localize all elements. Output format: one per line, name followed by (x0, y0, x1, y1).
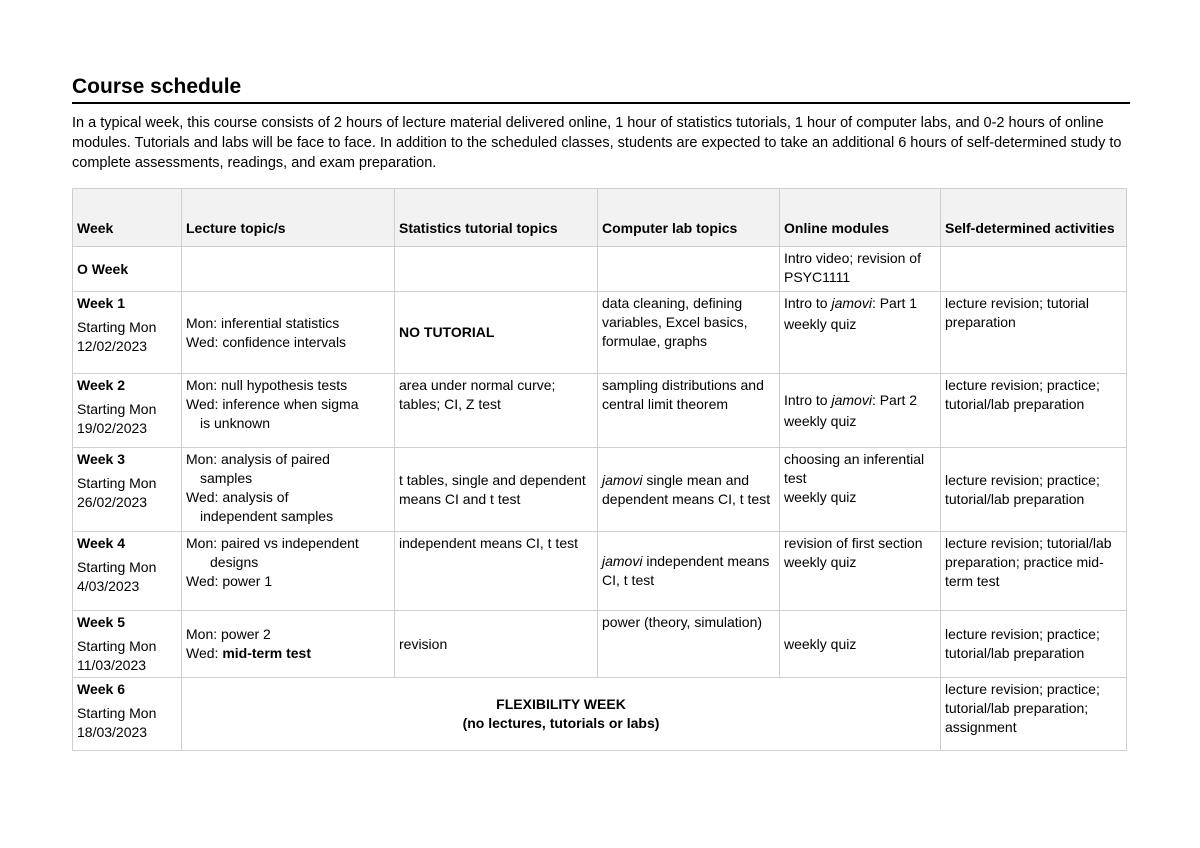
week-label: Week 1 (77, 295, 125, 311)
table-header-row (73, 189, 1127, 247)
table-row (73, 247, 1127, 292)
week-label: Week 6 (77, 681, 125, 697)
lecture-topic: Mon: null hypothesis tests (186, 377, 348, 393)
lecture-topic: is unknown (200, 415, 271, 431)
table-row (73, 678, 1127, 751)
lecture-topic: Wed: inference when sigma (186, 396, 359, 412)
week-label: Week 2 (77, 377, 125, 393)
schedule-table (72, 188, 1127, 751)
lecture-topic: Wed: mid-term test (186, 645, 311, 661)
lecture-topic: Mon: inferential statistics (186, 314, 340, 331)
flexibility-week-cell (182, 678, 941, 751)
week-start: Starting Mon 26/02/2023 (77, 475, 157, 510)
intro-paragraph: In a typical week, this course consists of 2 hours of lecture material delivered online, 1 hour of statistics tutorials, 1 hour of computer labs, and 0-2 hours of online modules. Tutorials and labs will be face to face. In addition to the scheduled classes, students are expected to take an additional 6 hours of self-determined study to complete assessments, readings, and exam preparation. (72, 115, 1122, 171)
lecture-topic: designs (210, 554, 259, 570)
week-label: Week 5 (77, 614, 125, 630)
flexibility-title: FLEXIBILITY WEEK (496, 696, 626, 712)
table-row (73, 292, 1127, 374)
lecture-topic: samples (200, 470, 253, 486)
self-activity: lecture revision; tutorial/lab preparation; practice mid-term test (945, 535, 1112, 589)
header-self: Self-determined activities (941, 189, 1127, 247)
week-start: Starting Mon 19/02/2023 (77, 401, 157, 436)
self-activity: lecture revision; tutorial preparation (945, 295, 1089, 330)
week-start: Starting Mon 18/03/2023 (77, 705, 157, 740)
table-row (73, 448, 1127, 532)
online-module: weekly quiz (784, 489, 857, 505)
week-label: Week 3 (77, 451, 125, 467)
empty-cell (182, 247, 395, 292)
lab-topic: jamovi independent means CI, t test (602, 553, 770, 588)
header-lab: Computer lab topics (598, 189, 780, 247)
stats-topic: NO TUTORIAL (399, 324, 495, 340)
empty-cell (395, 247, 598, 292)
lecture-topic: Wed: power 1 (186, 573, 273, 589)
stats-topic: revision (399, 635, 448, 652)
online-module: Intro video; revision of PSYC1111 (784, 250, 921, 285)
online-module: weekly quiz (784, 412, 857, 429)
stats-topic: independent means CI, t test (399, 535, 578, 551)
lecture-topic: Mon: power 2 (186, 626, 271, 642)
online-module: choosing an inferential test (784, 451, 925, 486)
self-activity: lecture revision; practice; tutorial/lab preparation (945, 471, 1100, 507)
flexibility-note: (no lectures, tutorials or labs) (462, 715, 660, 731)
stats-topic: t tables, single and dependent means CI and t test (399, 471, 586, 507)
lecture-topic: Wed: confidence intervals (186, 333, 347, 350)
week-start: Starting Mon 12/02/2023 (77, 319, 157, 354)
week-label: O Week (77, 260, 129, 277)
header-week: Week (73, 189, 182, 247)
stats-topic: area under normal curve; tables; CI, Z test (399, 377, 556, 412)
lecture-topic: Wed: analysis of (186, 489, 289, 505)
document-page (72, 72, 1130, 173)
self-activity: lecture revision; practice; tutorial/lab preparation (945, 377, 1100, 412)
lab-topic: power (theory, simulation) (602, 614, 763, 630)
week-start: Starting Mon 4/03/2023 (77, 559, 157, 594)
lab-topic: jamovi single mean and dependent means CI, t test (602, 471, 771, 507)
self-activity: lecture revision; practice; tutorial/lab preparation (945, 626, 1100, 661)
page-title: Course schedule (72, 72, 1130, 104)
lecture-topic: independent samples (200, 508, 334, 524)
lab-topic: data cleaning, defining variables, Excel basics, formulae, graphs (602, 295, 748, 349)
table-row (73, 532, 1127, 611)
self-activity: lecture revision; practice; tutorial/lab preparation; assignment (945, 681, 1100, 735)
online-module: weekly quiz (784, 635, 857, 652)
week-label: Week 4 (77, 535, 125, 551)
online-module: weekly quiz (784, 554, 857, 570)
online-module: Intro to jamovi: Part 1 (784, 295, 918, 311)
lab-topic: sampling distributions and central limit theorem (602, 377, 764, 412)
online-module: Intro to jamovi: Part 2 (784, 391, 918, 408)
table-row (73, 611, 1127, 678)
header-online: Online modules (780, 189, 941, 247)
week-start: Starting Mon 11/03/2023 (77, 638, 157, 673)
lecture-topic: Mon: paired vs independent (186, 535, 359, 551)
empty-cell (598, 247, 780, 292)
empty-cell (941, 247, 1127, 292)
header-stats: Statistics tutorial topics (395, 189, 598, 247)
online-module: weekly quiz (784, 316, 857, 332)
online-module: revision of first section (784, 535, 923, 551)
lecture-topic: Mon: analysis of paired (186, 451, 330, 467)
header-lecture: Lecture topic/s (182, 189, 395, 247)
table-row (73, 374, 1127, 448)
